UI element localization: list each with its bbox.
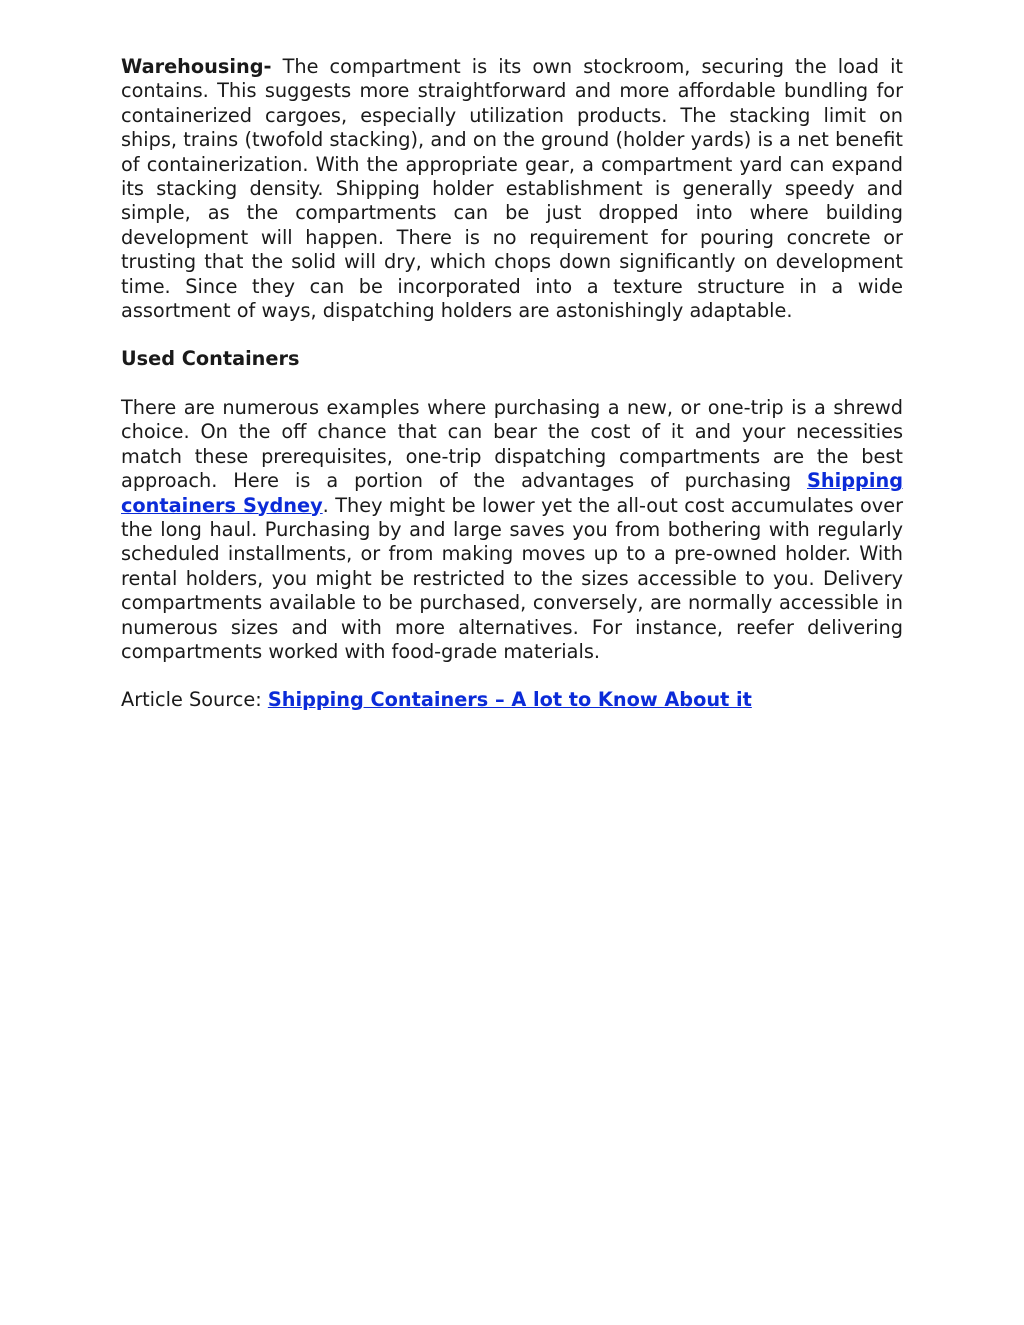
article-source-label: Article Source: [121,688,268,712]
document-body [121,55,903,737]
shipping-containers-sydney-link[interactable]: Shipping containers Sydney [121,469,903,517]
used-containers-text-after-link: . They might be lower yet the all-out cost accumulates over the long haul. Purchasing by and large saves you from bothering with regularly scheduled installments, or from making moves up to a pre-owned holder. With rental holders, you might be restricted to the sizes accessible to you. Delivery compartments available to be purchased, conversely, are normally accessible in numerous sizes and with more alternatives. For instance, reefer delivering compartments worked with food-grade materials. [121,493,903,663]
used-containers-text-before-link: There are numerous examples where purchasing a new, or one-trip is a shrewd choice. On the off chance that can bear the cost of it and your necessities match these prerequisites, one-trip dispatching compartments are the best approach. Here is a portion of the advantages of purchasing [121,395,903,493]
used-containers-paragraph [121,396,903,664]
warehousing-paragraph [121,55,903,323]
article-source [121,688,903,712]
article-source-link[interactable]: Shipping Containers – A lot to Know About it [267,688,752,712]
warehousing-text: The compartment is its own stockroom, securing the load it contains. This suggests more straightforward and more affordable bundling for containerized cargoes, especially utilization products. The stacking limit on ships, trains (twofold stacking), and on the ground (holder yards) is a net benefit of containerization. With the appropriate gear, a compartment yard can expand its stacking density. Shipping holder establishment is generally speedy and simple, as the compartments can be just dropped into where building development will happen. There is no requirement for pouring concrete or trusting that the solid will dry, which chops down significantly on development time. Since they can be incorporated into a texture structure in a wide assortment of ways, dispatching holders are astonishingly adaptable. [121,55,903,323]
warehousing-label: Warehousing- [121,55,272,78]
used-containers-heading: Used Containers [121,347,300,371]
